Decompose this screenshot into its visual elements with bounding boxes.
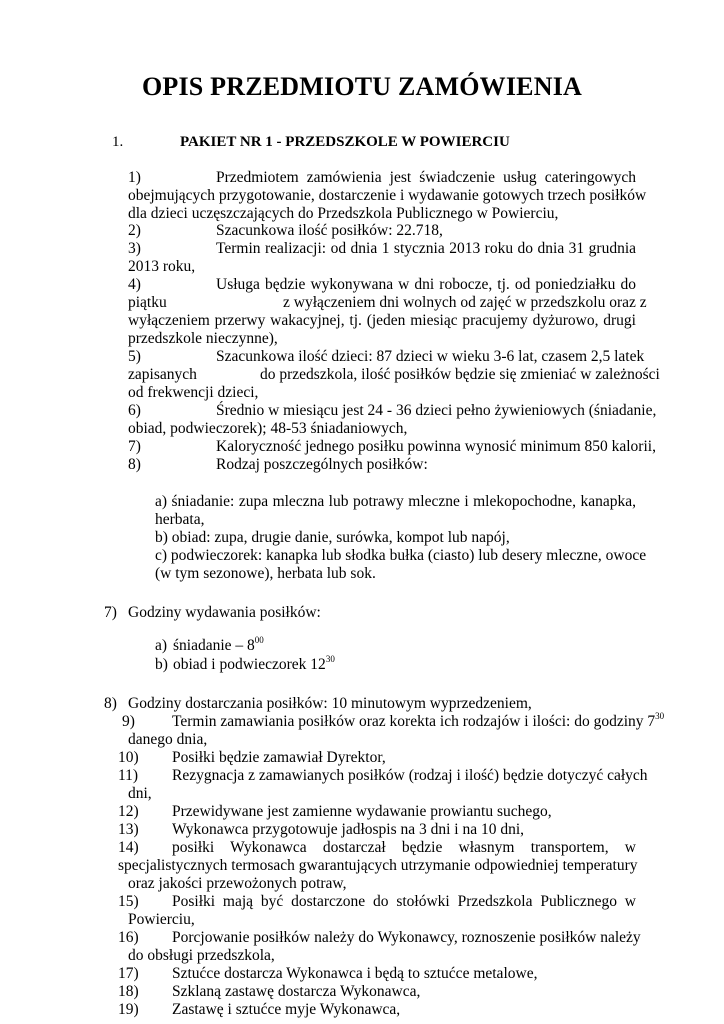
meal-lunch: b) obiad: zupa, drugie danie, surówka, kompot lub napój,: [155, 529, 510, 546]
document-page: OPIS PRZEDMIOTU ZAMÓWIENIA 1. PAKIET NR 1 - PRZEDSZKOLE W POWIERCIU 1) Przedmiotem zamówienia jest świadczenie usług cateringowych obejmujących przygotowanie, dostarczenie i wydawanie gotowych trzech posiłków dla dzieci uczęszczających do Przedszkola Publicznego w Powierciu, 2) Szacunkowa ilość posiłków: 22.718, 3) Termin realizacji: od dnia 1 stycznia 2013 roku do dnia 31 grudnia 2013 roku, 4) Usługa będzie wykonywana w dni robocze, tj. od poniedziałku do piątku z wyłączeniem dni wolnych od zajęć w przedszkolu oraz z wyłączeniem przerwy wakacyjnej, tj. (jeden miesiąc pracujemy dyżurowo, drugi przedszkole nieczynne), 5) Szacunkowa ilość dzieci: 87 dzieci w wieku 3-6 lat, czasem 2,5 latek zapisanych do przedszkola, ilość posiłków będzie się zmieniać w zależności od frekwencji dzieci, 6) Średnio w miesiącu jest 24 - 36 dzieci pełno żywieniowych (śniadanie, obiad, podwieczorek); 48-53 śniadaniowych, 7) Kaloryczność jednego posiłku powinna wynosić minimum 850 kalorii, 8) Rodzaj poszczególnych posiłków: a) śniadanie: zupa mleczna lub potrawy mleczne i mlekopochodne, kanapka, herbata, b) obiad: zupa, drugie danie, surówka, kompot lub napój, c) podwieczorek: kanapka lub słodka bułka (ciasto) lub desery mleczne, owoce (w tym sezonowe), herbata lub sok. 7) Godziny wydawania posiłków: a) śniadanie – $8^{00}$ b) obiad i podwieczorek $12^{30}$ 8) Godziny dostarczania posiłków: 10 minutowym wyprzedzeniem, 9) Termin zamawiania posiłków oraz korekta ich rodzajów i ilości: do godziny $7^{30}$ danego dnia, 10) Posiłki będzie zamawiał Dyrektor, 11) Rezygnacja z zamawianych posiłków (rodzaj i ilość) będzie dotyczyć całych dni, 12) Przewidywane jest zamienne wydawanie prowiantu suchego, 13) Wykonawca przygotowuje jadłospis na 3 dni i na 10 dni, 14) posiłki Wykonawca dostarczał będzie własnym transportem, w specjalistycznych termosach gwarantujących utrzymanie odpowiedniej temperatury oraz jakości przewożonych potraw, 15) Posiłki mają być dostarczone do stołówki Przedszkola Publicznego w Powierciu, 16) Porcjowanie posiłków należy do Wykonawcy, roznoszenie posiłków należy do obsługi przedszkola, 17) Sztućce dostarcza Wykonawca i będą to sztućce metalowe, 18) Szklaną zastawę dostarcza Wykonawca, 19) Zastawę i sztućce myje Wykonawca,: [0, 0, 724, 1024]
meal-snack: c) podwieczorek: kanapka lub słodka bułka (ciasto) lub desery mleczne, owoce: [155, 547, 647, 564]
page-title: OPIS PRZEDMIOTU ZAMÓWIENIA: [141, 72, 582, 101]
meal-breakfast-cont: herbata,: [155, 511, 205, 528]
section-number: 1.: [112, 134, 124, 150]
section-title: PAKIET NR 1 - PRZEDSZKOLE W POWIERCIU: [180, 134, 510, 150]
meal-breakfast: a) śniadanie: zupa mleczna lub potrawy mleczne i mlekopochodne, kanapka,: [155, 493, 636, 510]
meal-snack-cont: (w tym sezonowe), herbata lub sok.: [155, 565, 376, 582]
